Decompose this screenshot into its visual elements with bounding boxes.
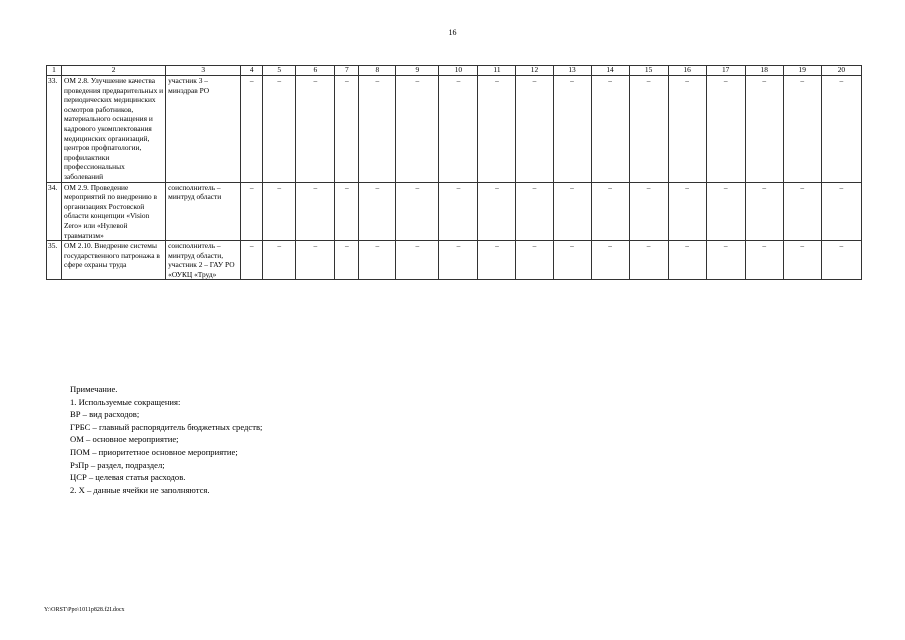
value-cell: – (516, 182, 553, 241)
table-body (47, 76, 862, 280)
value-cell: – (335, 241, 359, 280)
notes-line: РзПр – раздел, подраздел; (70, 459, 165, 470)
column-header: 5 (263, 66, 296, 76)
notes-line: ВР – вид расходов; (70, 409, 140, 420)
column-header: 18 (745, 66, 783, 76)
value-cell: – (745, 182, 783, 241)
column-header: 17 (706, 66, 745, 76)
column-header: 10 (439, 66, 478, 76)
value-cell: – (439, 76, 478, 183)
table-row (47, 241, 862, 280)
executor: соисполнитель – минтруд области (166, 182, 241, 241)
value-cell: – (359, 182, 396, 241)
table-row (47, 182, 862, 241)
value-cell: – (263, 241, 296, 280)
notes-line: 2. Х – данные ячейки не заполняются. (70, 484, 210, 495)
value-cell: – (783, 182, 821, 241)
value-cell: – (396, 76, 439, 183)
value-cell: – (396, 241, 439, 280)
value-cell: – (335, 76, 359, 183)
column-header: 6 (296, 66, 335, 76)
footer-file-path: Y:\ORST\Ppo\1011p828.f2I.docx (44, 607, 125, 613)
notes-title: Примечание. (70, 384, 118, 394)
value-cell: – (706, 76, 745, 183)
column-header: 4 (241, 66, 263, 76)
value-cell: – (591, 182, 629, 241)
value-cell: – (668, 182, 706, 241)
value-cell: – (359, 241, 396, 280)
value-cell: – (783, 241, 821, 280)
value-cell: – (553, 241, 591, 280)
value-cell: – (396, 182, 439, 241)
event-name: ОМ 2.10. Внедрение системы государственного патронажа в сфере охраны труда (62, 241, 166, 280)
value-cell: – (296, 76, 335, 183)
value-cell: – (553, 76, 591, 183)
column-header: 8 (359, 66, 396, 76)
value-cell: – (629, 76, 668, 183)
value-cell: – (553, 182, 591, 241)
column-header: 12 (516, 66, 553, 76)
column-header: 9 (396, 66, 439, 76)
row-number: 33. (47, 76, 62, 183)
value-cell: – (478, 76, 516, 183)
column-header: 2 (62, 66, 166, 76)
column-header: 14 (591, 66, 629, 76)
column-header: 13 (553, 66, 591, 76)
table-header-row (47, 66, 862, 76)
value-cell: – (263, 76, 296, 183)
executor: участник 3 – минздрав РО (166, 76, 241, 183)
value-cell: – (629, 241, 668, 280)
column-header: 16 (668, 66, 706, 76)
value-cell: – (296, 182, 335, 241)
executor: соисполнитель – минтруд области, участник 2 – ГАУ РО «ОУКЦ «Труд» (166, 241, 241, 280)
table-row (47, 76, 862, 183)
value-cell: – (706, 182, 745, 241)
value-cell: – (821, 76, 861, 183)
value-cell: – (668, 76, 706, 183)
notes-line: 1. Используемые сокращения: (70, 396, 181, 407)
notes-line: ПОМ – приоритетное основное мероприятие; (70, 446, 238, 457)
value-cell: – (745, 76, 783, 183)
value-cell: – (516, 241, 553, 280)
column-header: 1 (47, 66, 62, 76)
value-cell: – (821, 182, 861, 241)
value-cell: – (821, 241, 861, 280)
notes-line: ОМ – основное мероприятие; (70, 434, 179, 445)
value-cell: – (296, 241, 335, 280)
value-cell: – (263, 182, 296, 241)
column-header: 15 (629, 66, 668, 76)
row-number: 35. (47, 241, 62, 280)
value-cell: – (439, 241, 478, 280)
value-cell: – (335, 182, 359, 241)
value-cell: – (745, 241, 783, 280)
notes-line: ГРБС – главный распорядитель бюджетных средств; (70, 421, 263, 432)
value-cell: – (241, 76, 263, 183)
column-header: 19 (783, 66, 821, 76)
notes-section (70, 383, 630, 496)
value-cell: – (706, 241, 745, 280)
column-header: 7 (335, 66, 359, 76)
value-cell: – (783, 76, 821, 183)
page-number: 16 (448, 28, 457, 37)
row-number: 34. (47, 182, 62, 241)
budget-table (46, 65, 862, 280)
value-cell: – (439, 182, 478, 241)
value-cell: – (478, 182, 516, 241)
value-cell: – (668, 241, 706, 280)
event-name: ОМ 2.8. Улучшение качества проведения предварительных и периодических медицинских осмотров работников, материального оснащения и кадрового укомплектования медицинских организаций, центров профпатологии, профилактики профессиональных заболеваний (62, 76, 166, 183)
value-cell: – (359, 76, 396, 183)
value-cell: – (629, 182, 668, 241)
value-cell: – (516, 76, 553, 183)
column-header: 3 (166, 66, 241, 76)
value-cell: – (241, 182, 263, 241)
value-cell: – (478, 241, 516, 280)
column-header: 11 (478, 66, 516, 76)
notes-line: ЦСР – целевая статья расходов. (70, 472, 186, 483)
value-cell: – (591, 241, 629, 280)
event-name: ОМ 2.9. Проведение мероприятий по внедрению в организациях Ростовской области концепции «Vision Zero» или «Нулевой травматизм» (62, 182, 166, 241)
column-header: 20 (821, 66, 861, 76)
value-cell: – (591, 76, 629, 183)
value-cell: – (241, 241, 263, 280)
